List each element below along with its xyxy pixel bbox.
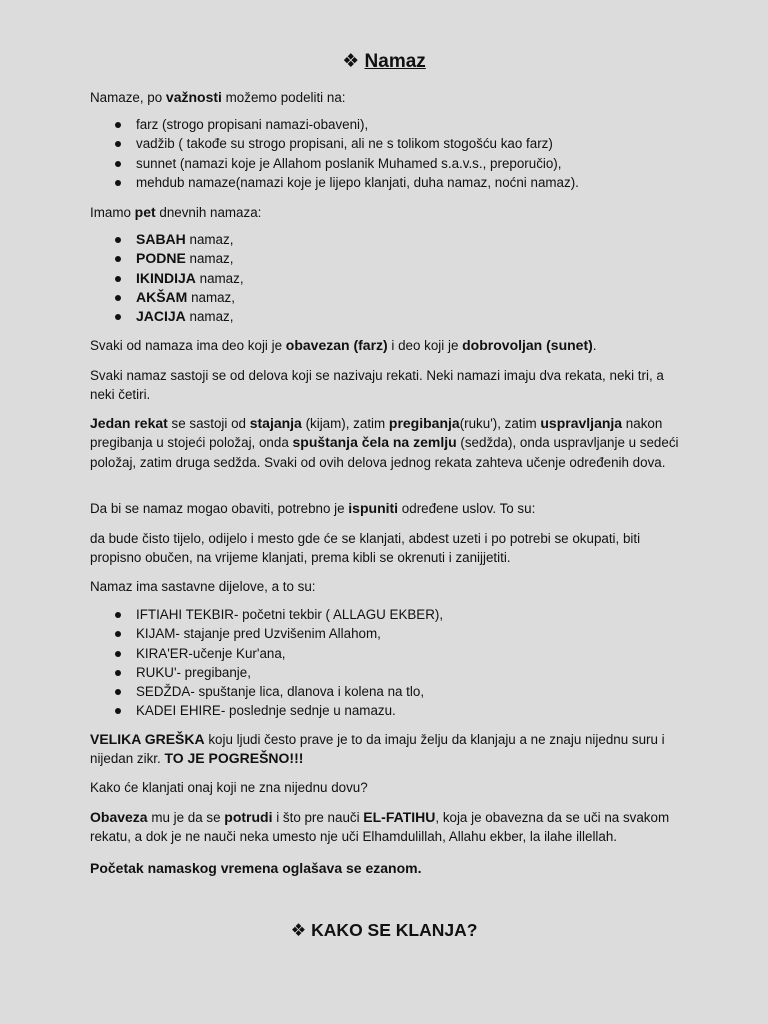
conditions-paragraph: da bude čisto tijelo, odijelo i mesto gde će se klanjati, abdest uzeti i po potrebi se okupati, biti propisno obučen, na vrijeme klanjati, prema kibli se okrenuti i zanijjetiti. xyxy=(90,531,641,566)
text: dnevnih namaza: xyxy=(155,205,262,220)
list-item: SEDŽDA- spuštanje lica, dlanova i kolena na tlo, xyxy=(90,682,443,701)
list-item: farz (strogo propisani namazi-obaveni), xyxy=(90,115,579,134)
text: Svaki od namaza ima deo koji je xyxy=(90,338,286,353)
bold-text: Obaveza xyxy=(90,809,148,825)
text: namaz, xyxy=(185,309,234,325)
bold-text: pregibanja xyxy=(388,415,460,431)
rekat-parts-paragraph xyxy=(90,414,690,472)
title-text: Namaz xyxy=(364,51,426,72)
text: i što pre nauči xyxy=(272,810,364,825)
list-item xyxy=(90,269,244,288)
bold-text: Početak namaskog vremena oglašava se ezanom. xyxy=(90,860,422,876)
text: . xyxy=(592,338,597,353)
conditions-intro xyxy=(90,499,690,518)
text: Da bi se namaz mogao obaviti, potrebno je xyxy=(90,501,349,516)
prayer-name: IKINDIJA xyxy=(136,269,196,286)
text: određene uslov. To su: xyxy=(398,501,536,516)
ezan-paragraph xyxy=(90,859,690,878)
bold-text: dobrovoljan (sunet) xyxy=(462,337,593,353)
text: , koja je obavezna da se uči na svakom rekatu, a dok je ne nauči neka umesto nje uči Elhamdulillah, Allahu ekber, la ilahe illellah. xyxy=(90,810,670,845)
text: namaz, xyxy=(195,270,244,286)
daily-prayers-list xyxy=(90,230,244,326)
text: mu je da se xyxy=(147,810,225,825)
text: se sastoji od xyxy=(167,416,250,431)
prayer-name: SABAH xyxy=(136,231,186,247)
diamond-bullet-icon: ❖ xyxy=(290,920,307,940)
bold-text: TO JE POGREŠNO!!! xyxy=(164,750,304,767)
text: možemo podeliti na: xyxy=(221,90,346,105)
text: Namaze, po xyxy=(90,90,166,105)
text: (kijam), zatim xyxy=(301,416,389,431)
text: namaz, xyxy=(187,289,235,305)
text: namaz, xyxy=(185,232,234,247)
list-item xyxy=(90,249,244,268)
text: i deo koji je xyxy=(387,338,463,353)
text: (ruku'), zatim xyxy=(459,416,541,431)
obligatory-voluntary-paragraph xyxy=(90,336,690,355)
components-intro: Namaz ima sastavne dijelove, a to su: xyxy=(90,579,316,594)
bold-text: potrudi xyxy=(224,809,273,825)
bold-text: stajanja xyxy=(249,415,302,431)
list-item: KIJAM- stajanje pred Uzvišenim Allahom, xyxy=(90,624,443,643)
section-heading-text: KAKO SE KLANJA? xyxy=(311,920,478,940)
list-item: KIRA'ER-učenje Kur'ana, xyxy=(90,644,443,663)
list-item: KADEI EHIRE- poslednje sednje u namazu. xyxy=(90,701,443,720)
list-item xyxy=(90,230,244,249)
list-item xyxy=(90,307,244,326)
list-item: mehdub namaze(namazi koje je lijepo klanjati, duha namaz, noćni namaz). xyxy=(90,173,579,192)
bold-text: EL-FATIHU xyxy=(363,809,436,825)
bold-text: VELIKA GREŠKA xyxy=(90,731,205,747)
obligation-paragraph xyxy=(90,808,690,847)
section-heading xyxy=(0,920,768,941)
big-mistake-paragraph xyxy=(90,730,690,769)
bold-text: uspravljanja xyxy=(540,415,623,431)
list-item: IFTIAHI TEKBIR- početni tekbir ( ALLAGU EKBER), xyxy=(90,605,443,624)
text: Imamo xyxy=(90,205,135,220)
bold-text: obavezan (farz) xyxy=(285,337,388,353)
components-list xyxy=(90,605,443,721)
diamond-bullet-icon: ❖ xyxy=(342,51,360,72)
prayer-name: PODNE xyxy=(136,250,186,267)
list-item: sunnet (namazi koje je Allahom poslanik Muhamed s.a.v.s., preporučio), xyxy=(90,154,579,173)
list-item: RUKU'- pregibanje, xyxy=(90,663,443,682)
text: namaz, xyxy=(185,251,234,267)
prayer-types-list xyxy=(90,115,579,192)
bold-text: pet xyxy=(134,204,156,220)
question-paragraph: Kako će klanjati onaj koji ne zna nijednu dovu? xyxy=(90,780,368,795)
intro-paragraph xyxy=(90,88,690,107)
text: koju ljudi često prave je to da imaju želju da klanjaju a ne znaju nijednu suru i nijedan zikr. xyxy=(90,732,665,767)
list-item: vadžib ( takođe su strogo propisani, ali ne s tolikom stogošću kao farz) xyxy=(90,134,579,153)
text: (sedžda), onda uspravljanje u sedeći položaj, zatim druga sedžda. Svaki od ovih delova jednog rekata zahteva učenje određenih dova. xyxy=(90,435,679,470)
prayer-name: JACIJA xyxy=(136,308,186,325)
rekat-paragraph: Svaki namaz sastoji se od delova koji se nazivaju rekati. Neki namazi imaju dva rekata, neki tri, a neki četiri. xyxy=(90,368,664,403)
prayer-name: AKŠAM xyxy=(136,288,188,305)
bold-text: spuštanja čela na zemlju xyxy=(292,434,457,451)
daily-prayers-intro xyxy=(90,203,690,222)
bold-text: ispuniti xyxy=(348,500,399,516)
page-title xyxy=(0,50,768,73)
text: nakon pregibanja u stojeći položaj, onda xyxy=(90,416,663,451)
list-item xyxy=(90,288,244,307)
bold-text: važnosti xyxy=(165,89,222,105)
bold-text: Jedan rekat xyxy=(90,415,168,431)
